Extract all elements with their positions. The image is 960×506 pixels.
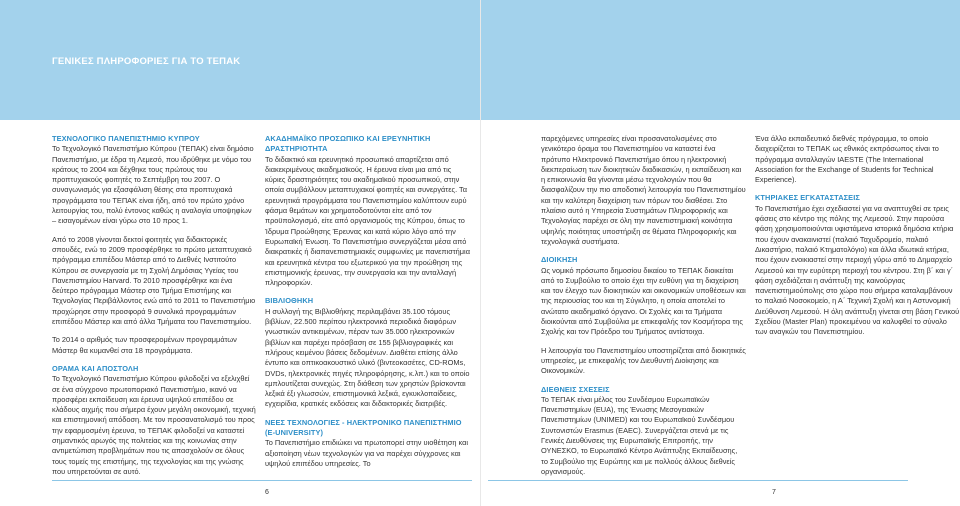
section-heading-new-technologies: ΝΕΕΣ ΤΕΧΝΟΛΟΓΙΕΣ - ΗΛΕΚΤΡΟΝΙΚΟ ΠΑΝΕΠΙΣΤΗΜΙΟ (E-UNIVERSITY) — [265, 417, 462, 438]
column-1 — [52, 134, 257, 485]
paragraph: Ως νομικό πρόσωπο δημοσίου δικαίου το ΤΕΠΑΚ διοικείται από το Συμβούλιο το οποίο έχει την ευθύνη για τη διαχείριση και τον έλεγχο των διοικητικών και οικονομικών υποθέσεων και της περιουσίας του και τη Σύγκλητο, η οποία αποτελεί το ανώτατο ακαδημαϊκό όργανο. Οι Σχολές και τα Τμήματα διοικούνται από Συμβούλια με επικεφαλής τον Κοσμήτορα της Σχολής και τον Πρόεδρο του Τμήματος αντίστοιχα. — [541, 265, 746, 337]
page-spine-divider — [480, 0, 481, 506]
paragraph: Το Τεχνολογικό Πανεπιστήμιο Κύπρου (ΤΕΠΑΚ) είναι δημόσιο Πανεπιστήμιο, με έδρα τη Λεμεσό, που ιδρύθηκε με νόμο του κράτους το 2004 και δέχθηκε τους πρώτους του προπτυχιακούς φοιτητές το Σεπτέμβρη του 2007. Ο συναγωνισμός για εξασφάλιση θέσης στα προπτυχιακά προγράμματα του ΤΕΠΑΚ είναι ήδη, από τον πρώτο χρόνο λειτουργίας του, πολύ έντονος καθώς η αναλογία υποψηφίων – εισαγομένων είναι γύρω στο 10 προς 1. — [52, 144, 254, 226]
paragraph: Η συλλογή της Βιβλιοθήκης περιλαμβάνει 35.100 τόμους βιβλίων, 22.500 περίπου ηλεκτρονικά περιοδικά διαφόρων γνωστικών αντικειμένων, πέραν των 35.000 ηλεκτρονικών βιβλίων και παρέχει πρόσβαση σε 155 βιβλιογραφικές και πλήρους κειμένου βάσεις δεδομένων. Διαθέτει επίσης άλλο έντυπο και οπτικοακουστικό υλικό (βιντεοκασέτες, CD-ROMs, DVDs, ηλεκτρονικές πηγές πληροφόρησης, κ.λπ.) και το οποίο εμπλουτίζεται συνεχώς. Στη διάθεση των χρηστών βρίσκονται λεξικά έξι γλωσσών, επιστημονικά λεξικά, εγκυκλοπαίδειες, εγχειρίδια, κρατικές εκδόσεις και διδακτορικές διατριβές. — [265, 306, 470, 409]
section-heading-library: ΒΙΒΛΙΟΘΗΚΗ — [265, 296, 314, 306]
column-3 — [541, 134, 746, 485]
paragraph: Το ΤΕΠΑΚ είναι μέλος του Συνδέσμου Ευρωπαϊκών Πανεπιστημίων (EUA), της Ένωσης Μεσογειακών Πανεπιστημίων (UNIMED) και του Ευρωπαϊκού Συνδέσμου Συντονιστών Erasmus (EAEC). Συνεργάζεται στενά με τις Γενικές Διευθύνσεις της Ευρωπαϊκής Επιτροπής, την ΟΥΝΕΣΚΟ, το Ευρωπαϊκό Κέντρο Ανάπτυξης Εκπαίδευσης, το Συμβούλιο της Ευρώπης και με πολλούς άλλους διεθνείς οργανισμούς. — [541, 394, 738, 476]
section-heading-facilities: ΚΤΗΡΙΑΚΕΣ ΕΓΚΑΤΑΣΤΑΣΕΙΣ — [755, 193, 860, 203]
footer-rule-left — [52, 480, 472, 481]
page-number-left: 6 — [265, 489, 269, 496]
section-heading-administration: ΔΙΟΙΚΗΣΗ — [541, 255, 578, 265]
page-title: ΓΕΝΙΚΕΣ ΠΛΗΡΟΦΟΡΙΕΣ ΓΙΑ ΤΟ ΤΕΠΑΚ — [52, 56, 241, 67]
column-4 — [755, 134, 960, 346]
paragraph: Το διδακτικό και ερευνητικό προσωπικό απαρτίζεται από διακεκριμένους ακαδημαϊκούς. Η έρευνα είναι μια από τις κύριες δραστηριότητες του ακαδημαϊκού προσωπικού, στην οποία συμβάλλουν μεταπτυχιακοί φοιτητές και συνεργάτες. Τα ερευνητικά προγράμματα του Πανεπιστημίου καλύπτουν ευρύ φάσμα θεμάτων και χρηματοδοτούνται είτε από τον προϋπολογισμό, είτε από οργανισμούς της Κύπρου, όπως το Ίδρυμα Προώθησης Έρευνας και κατά κύριο λόγο από την Ευρωπαϊκή Ένωση. Το Πανεπιστήμιο συνεργάζεται μέσα από διακρατικές ή διαπανεπιστημιακές συμφωνίες με πανεπιστήμια και ερευνητικά κέντρα του εξωτερικού για την προώθηση της επιστημονικής έρευνας, την συνεργασία και την ανταλλαγή πληροφοριών. — [265, 154, 470, 288]
column-2 — [265, 134, 470, 477]
paragraph: Ένα άλλο εκπαιδευτικό διεθνές πρόγραμμα, το οποίο διαχειρίζεται το ΤΕΠΑΚ ως εθνικός εκπρόσωπος είναι το πρόγραμμα ανταλλαγών IAESTE (The International Association for the Exchange of Students for Technical Experience). — [755, 134, 939, 185]
footer-rule-right — [488, 480, 908, 481]
paragraph: Το Πανεπιστήμιο επιδιώκει να πρωτοπορεί στην υιοθέτηση και αξιοποίηση νέων τεχνολογιών για να παρέχει σύγχρονες και υψηλού επιπέδου υπηρεσίες. Το — [265, 438, 469, 468]
paragraph: Το Πανεπιστήμιο έχει σχεδιαστεί για να αναπτυχθεί σε τρεις φάσεις στο κέντρο της πόλης της Λεμεσού. Στην παρούσα φάση χρησιμοποιούνται υφιστάμενα ιστορικά δημόσια κτήρια που έχουν ανακαινιστεί (παλαιό Ταχυδρομείο, παλαιό Δικαστήριο, παλαιό Κτηματολόγιο) και άλλα ιδιωτικά κτήρια, που έχουν ενοικιαστεί στην περιοχή γύρω από το Δημαρχείο Λεμεσού και την ευρύτερη περιοχή του κέντρου. Στη β΄ και γ΄ φάση σχεδιάζεται η ανάπτυξη της καινούργιας πανεπιστημιούπολης στο χώρο που σήμερα καταλαμβάνουν το παλαιό Νοσοκομείο, η Α΄ Τεχνική Σχολή και η Αστυνομική Διεύθυνση Λεμεσού. Η όλη ανάπτυξη γίνεται στη βάση Γενικού Σχεδίου (Master Plan) προκειμένου να καλυφθεί το σύνολο των αναγκών του Πανεπιστημίου. — [755, 203, 960, 337]
section-heading-vision: ΟΡΑΜΑ ΚΑΙ ΑΠΟΣΤΟΛΗ — [52, 363, 139, 373]
paragraph: Από το 2008 γίνονται δεκτοί φοιτητές για διδακτορικές σπουδές, ενώ το 2009 προσφέρθηκε το πρώτο μεταπτυχιακό πρόγραμμα επιπέδου Μάστερ από το Διεθνές Ινστιτούτο Κύπρου σε συνεργασία με τη Σχολή Δημόσιας Υγείας του Πανεπιστημίου Harvard. Το 2010 προσφέρθηκε και ένα δεύτερο πρόγραμμα Μάστερ στο Τμήμα Επιστήμης και Τεχνολογίας Περιβάλλοντος ενώ από το 2011 το Πανεπιστήμιο προχώρησε στην προσφορά 9 συνολικά προγραμμάτων επιπέδου Μάστερ και από άλλα Τμήματα του Πανεπιστημίου. — [52, 234, 256, 327]
section-heading-university: ΤΕΧΝΟΛΟΓΙΚΟ ΠΑΝΕΠΙΣΤΗΜΙΟ ΚΥΠΡΟΥ — [52, 134, 200, 143]
paragraph: Το Τεχνολογικό Πανεπιστήμιο Κύπρου φιλοδοξεί να εξελιχθεί σε ένα σύγχρονο πρωτοποριακό Πανεπιστήμιο, ικανό να προσφέρει εκπαίδευση και έρευνα υψηλού επιπέδου σε κλάδους αιχμής που σήμερα έχουν μεγάλη οικονομική, τεχνική και επιστημονική απόδοση. Με τον προσανατολισμό του προς την εφαρμοσμένη έρευνα, το ΤΕΠΑΚ φιλοδοξεί να καταστεί σημαντικός αρωγός της πολιτείας και της κοινωνίας στην αντιμετώπιση προβλημάτων που τις απασχολούν σε όλους τους τομείς της επιστήμης, της τεχνολογίας και της γνώσης που υπηρετούνται σε αυτό. — [52, 374, 256, 476]
section-heading-academic-staff: ΑΚΑΔΗΜΑΪΚΟ ΠΡΟΣΩΠΙΚΟ ΚΑΙ ΕΡΕΥΝΗΤΙΚΗ ΔΡΑΣΤΗΡΙΟΤΗΤΑ — [265, 134, 431, 154]
paragraph: Το 2014 ο αριθμός των προσφερομένων προγραμμάτων Μάστερ θα κυμανθεί στα 18 προγράμματα. — [52, 335, 237, 355]
paragraph: Η λειτουργία του Πανεπιστημίου υποστηρίζεται από διοικητικές υπηρεσίες, με επικεφαλής τον Διευθυντή Διοίκησης και Οικονομικών. — [541, 345, 746, 376]
paragraph: παρεχόμενες υπηρεσίες είναι προσανατολισμένες στο γενικότερο όραμα του Πανεπιστημίου να καταστεί ένα πρότυπο Ηλεκτρονικό Πανεπιστήμιο όπου η ηλεκτρονική διεκπεραίωση των διοικητικών διαδικασιών, η εκπαίδευση και η επικοινωνία θα γίνονται μέσω τεχνολογιών που θα διασφαλίζουν την πιο αποδοτική λειτουργία του Πανεπιστημίου και την καλύτερη διαχείριση των πόρων του διαθέσει. Στο πλαίσιο αυτό η Υπηρεσία Συστημάτων Πληροφορικής και Τεχνολογίας παρέχει σε όλη την πανεπιστημιακή κοινότητα υψηλής ποιότητας υποστήριξη σε θέματα Πληροφορικής και τεχνολογικά συστήματα. — [541, 134, 746, 246]
section-heading-international-relations: ΔΙΕΘΝΕΙΣ ΣΧΕΣΕΙΣ — [541, 384, 610, 394]
page-number-right: 7 — [772, 489, 776, 496]
